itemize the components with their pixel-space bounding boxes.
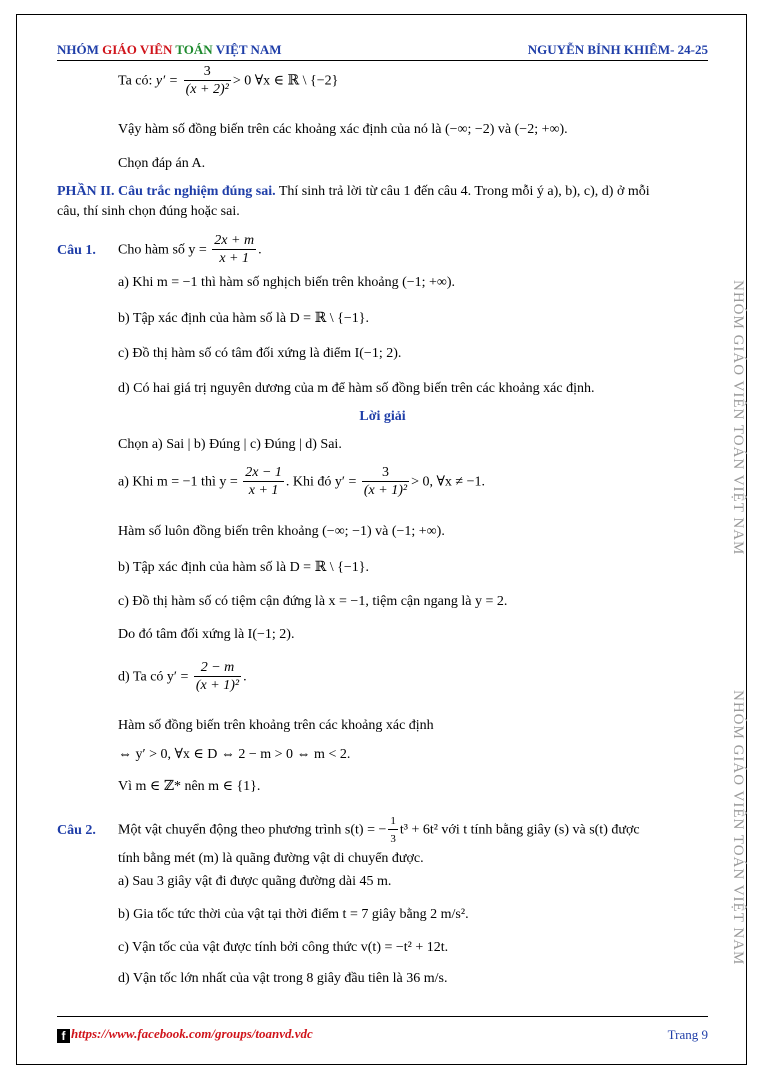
answer-line: Chọn đáp án A. <box>118 156 206 171</box>
watermark-upper: NHÓM GIÁO VIÊN TOÁN VIỆT NAM <box>730 280 746 556</box>
solution-title: Lời giải <box>359 409 406 424</box>
q1-option-b: b) Tập xác định của hàm số là D = ℝ \ {−1}. <box>118 311 369 326</box>
header-group-name: NHÓM GIÁO VIÊN TOÁN VIỆT NAM <box>57 42 282 57</box>
q1-solution-d4: Vì m ∈ ℤ* nên m ∈ {1}. <box>118 779 261 794</box>
question-2-stem-2: tính bằng mét (m) là quãng đường vật di chuyển được. <box>118 851 424 866</box>
derivative-line: Ta có: y′ = $\frac{3}{\text{(x + 2)²}}$ > 0 ∀x ∈ ℝ \ {−2} <box>118 64 339 97</box>
header-school: NGUYỄN BỈNH KHIÊM- 24-25 <box>527 42 708 57</box>
watermark-lower: NHÓM GIÁO VIÊN TOÁN VIỆT NAM <box>730 690 746 966</box>
question-1-stem: Cho hàm số y = $\frac{2x + m}{x + 1}$ . <box>118 233 262 266</box>
question-1-label: Câu 1. <box>57 243 96 258</box>
conclusion-line: Vậy hàm số đồng biến trên các khoảng xác định của nó là (−∞; −2) và (−2; +∞). <box>118 122 568 137</box>
part2-heading: PHẦN II. Câu trắc nghiệm đúng sai. Thí sinh trả lời từ câu 1 đến câu 4. Trong mỗi ý a), b), c), d) ở mỗi <box>57 184 650 199</box>
q2-option-d: d) Vận tốc lớn nhất của vật trong 8 giây đầu tiên là 36 m/s. <box>118 971 448 986</box>
q1-option-c: c) Đồ thị hàm số có tâm đối xứng là điểm I(−1; 2). <box>118 346 402 361</box>
question-2-stem: Một vật chuyển động theo phương trình s(t) = − $\frac{1}{3}$ t³ + 6t² với t tính bằng giây (s) và s(t) được <box>118 815 640 845</box>
q1-solution-c2: Do đó tâm đối xứng là I(−1; 2). <box>118 627 295 642</box>
question-2-label: Câu 2. <box>57 823 96 838</box>
footer-link[interactable]: f https://www.facebook.com/groups/toanvd.vdc <box>57 1026 313 1043</box>
q2-option-b: b) Gia tốc tức thời của vật tại thời điểm t = 7 giây bằng 2 m/s². <box>118 907 469 922</box>
q1-solution-c: c) Đồ thị hàm số có tiệm cận đứng là x = −1, tiệm cận ngang là y = 2. <box>118 594 508 609</box>
page-number: Trang 9 <box>667 1027 708 1042</box>
q1-solution-a: a) Khi m = −1 thì y = $\frac{2x - 1}{x + 1}$ . Khi đó y′ = $\frac{3}{\text{(x + 1)²}}$ > 0, ∀x ≠ −1. <box>118 465 485 498</box>
q1-solution-a2: Hàm số luôn đồng biến trên khoảng (−∞; −1) và (−1; +∞). <box>118 524 445 539</box>
facebook-icon: f <box>57 1029 70 1043</box>
q1-solution-b: b) Tập xác định của hàm số là D = ℝ \ {−1}. <box>118 560 369 575</box>
header-rule <box>57 60 708 61</box>
q1-solution-d: d) Ta có y′ = $\frac{2 - m}{\text{(x + 1)²}}$ . <box>118 660 247 693</box>
q1-choice: Chọn a) Sai | b) Đúng | c) Đúng | d) Sai. <box>118 437 342 452</box>
q1-solution-d3: ⇔ y′ > 0, ∀x ∈ D ⇔ 2 − m > 0 ⇔ m < 2. <box>118 747 351 762</box>
q2-option-a: a) Sau 3 giây vật đi được quãng đường dài 45 m. <box>118 874 392 889</box>
q1-option-a: a) Khi m = −1 thì hàm số nghịch biến trên khoảng (−1; +∞). <box>118 275 456 290</box>
q1-option-d: d) Có hai giá trị nguyên dương của m để hàm số đồng biến trên các khoảng xác định. <box>118 381 595 396</box>
footer-rule <box>57 1016 708 1017</box>
q1-solution-d2: Hàm số đồng biến trên khoảng trên các khoảng xác định <box>118 718 434 733</box>
part2-instruction: câu, thí sinh chọn đúng hoặc sai. <box>57 204 240 219</box>
q2-option-c: c) Vận tốc của vật được tính bởi công thức v(t) = −t² + 12t. <box>118 940 449 955</box>
